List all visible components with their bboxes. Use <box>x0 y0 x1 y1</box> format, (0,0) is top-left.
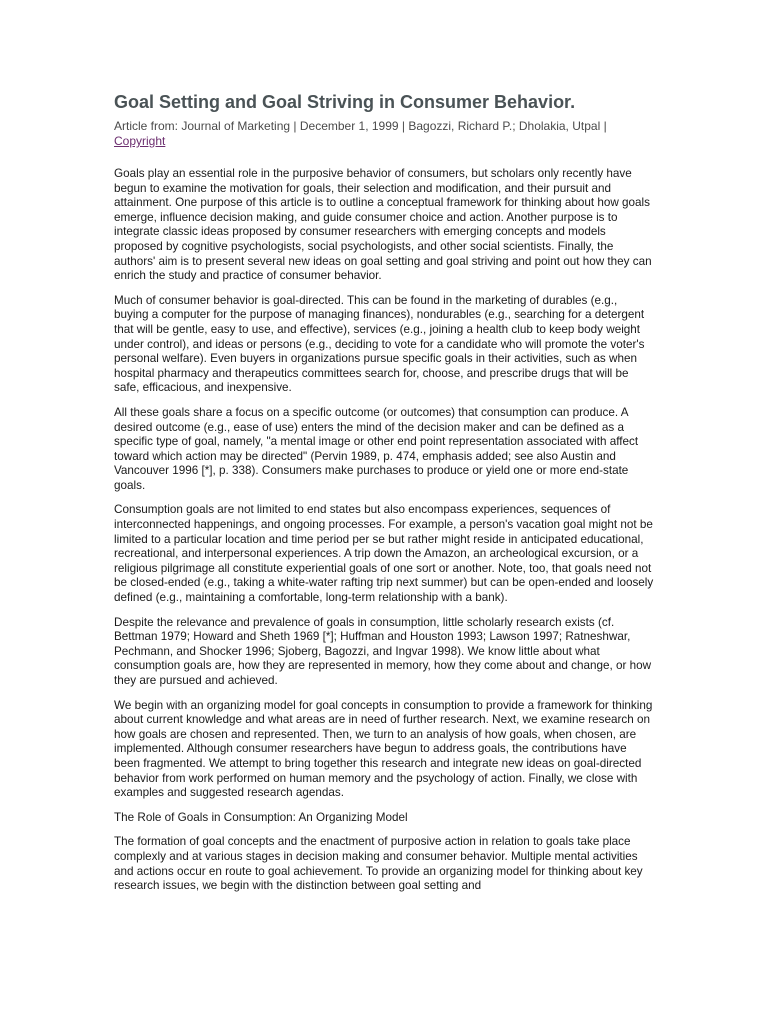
body-paragraph-3: All these goals share a focus on a specific outcome (or outcomes) that consumption can produce. A desired outcome (e.g., ease of use) enters the mind of the decision maker and can be defined as a specific type of goal, namely, "a mental image or other end point representation associated with affect toward which action may be directed" (Pervin 1989, p. 474, emphasis added; see also Austin and Vancouver 1996 [*], p. 338). Consumers make purchases to produce or yield one or more end-state goals. <box>114 405 639 492</box>
body-paragraph-6: We begin with an organizing model for goal concepts in consumption to provide a framework for thinking about current knowledge and what areas are in need of further research. Next, we examine research on how goals are chosen and represented. Then, we turn to an analysis of how goals, when chosen, are implemented. Although consumer researchers have begun to address goals, the contributions have been fragmented. We attempt to bring together this research and integrate new ideas on goal-directed behavior from work performed on human memory and the psychology of action. Finally, we close with examples and suggested research agendas. <box>114 698 653 800</box>
body-paragraph-5: Despite the relevance and prevalence of goals in consumption, little scholarly research exists (cf. Bettman 1979; Howard and Sheth 1969 [*]; Huffman and Houston 1993; Lawson 1997; Ratneshwar, Pechmann, and Shocker 1996; Sjoberg, Bagozzi, and Ingvar 1998). We know little about what consumption goals are, how they are represented in memory, how they come about and change, or how they are pursued and achieved. <box>114 615 652 687</box>
body-paragraph-4: Consumption goals are not limited to end states but also encompass experiences, sequences of interconnected happenings, and ongoing processes. For example, a person's vacation goal might not be limited to a particular location and time period per se but rather might reside in anticipated educational, recreational, and interpersonal experiences. A trip down the Amazon, an archeological excursion, or a religious pilgrimage all constitute experiential goals of one sort or another. Note, too, that goals need not be closed-ended (e.g., taking a white-water rafting trip next summer) but can be open-ended and loosely defined (e.g., maintaining a comfortable, long-term relationship with a bank). <box>114 503 654 605</box>
article-byline: Article from: Journal of Marketing | December 1, 1999 | Bagozzi, Richard P.; Dholakia, Utpal | <box>114 119 607 133</box>
body-paragraph-2: Much of consumer behavior is goal-directed. This can be found in the marketing of durables (e.g., buying a computer for the purpose of managing finances), nondurables (e.g., searching for a detergent that will be gentle, easy to use, and effective), services (e.g., joining a health club to keep body weight under control), and ideas or persons (e.g., deciding to vote for a candidate who will promote the voter's personal welfare). Even buyers in organizations pursue specific goals in their activities, such as when hospital pharmacy and therapeutics committees search for, choose, and prescribe drugs that will be safe, efficacious, and inexpensive. <box>114 293 645 395</box>
body-paragraph-1: Goals play an essential role in the purposive behavior of consumers, but scholars only recently have begun to examine the motivation for goals, their selection and modification, and their pursuit and attainment. One purpose of this article is to outline a conceptual framework for thinking about how goals emerge, influence decision making, and guide consumer choice and action. Another purpose is to integrate classic ideas proposed by consumer researchers with emerging concepts and models proposed by cognitive psychologists, social psychologists, and other social scientists. Finally, the authors' aim is to present several new ideas on goal setting and goal striving and point out how they can enrich the study and practice of consumer behavior. <box>114 167 652 283</box>
copyright-link[interactable]: Copyright <box>114 134 166 148</box>
section-paragraph: The formation of goal concepts and the enactment of purposive action in relation to goals take place complexly and at various stages in decision making and consumer behavior. Multiple mental activities and actions occur en route to goal achievement. To provide an organizing model for thinking about key research issues, we begin with the distinction between goal setting and <box>114 835 643 893</box>
article-meta <box>114 119 654 149</box>
article-title: Goal Setting and Goal Striving in Consumer Behavior. <box>114 92 576 112</box>
section-heading: The Role of Goals in Consumption: An Organizing Model <box>114 810 408 824</box>
document-page <box>114 91 654 904</box>
